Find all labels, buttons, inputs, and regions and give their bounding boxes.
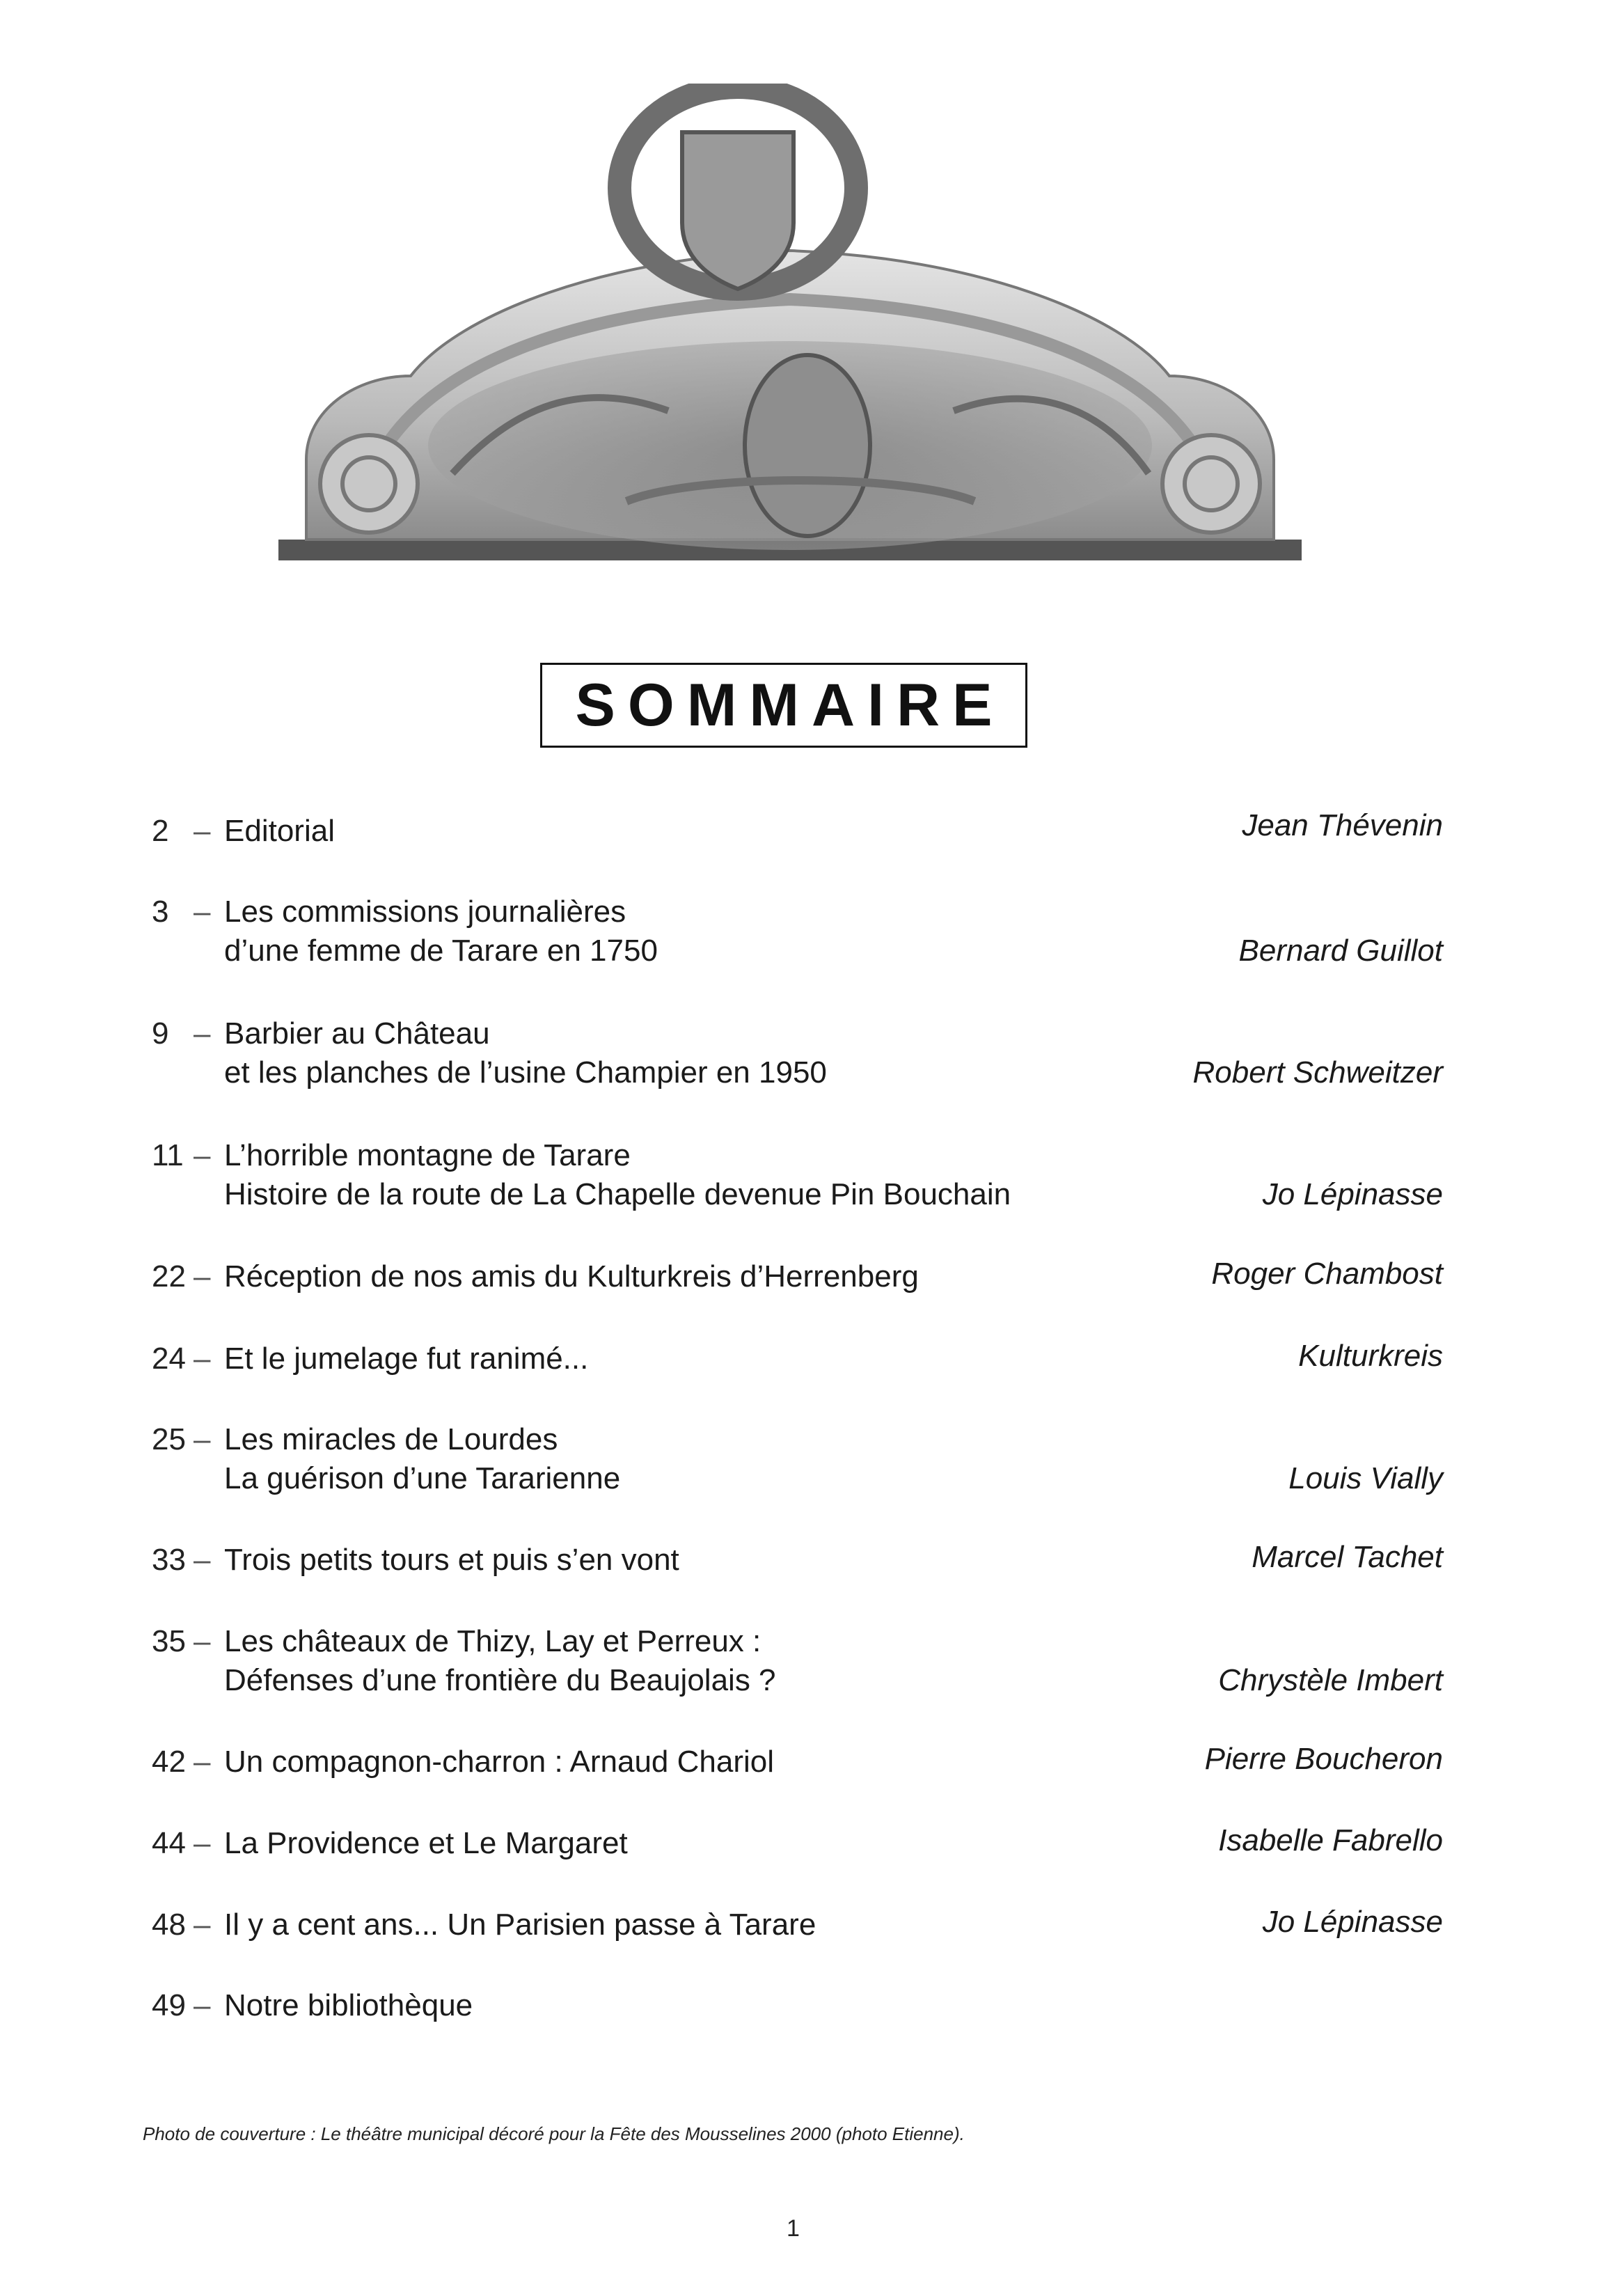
toc-page-number: 3: [152, 895, 169, 929]
toc-author: Bernard Guillot: [1238, 934, 1443, 968]
toc-dash: –: [194, 1259, 211, 1294]
toc-author: Jo Lépinasse: [1262, 1177, 1443, 1211]
toc-title-line: Et le jumelage fut ranimé...: [224, 1342, 589, 1376]
toc-title-line: Barbier au Château: [224, 1016, 490, 1051]
toc-author: Jean Thévenin: [1242, 808, 1443, 842]
toc-dash: –: [194, 814, 211, 848]
toc-title-line: Les commissions journalières: [224, 895, 626, 929]
toc-dash: –: [194, 1543, 211, 1577]
toc-page-number: 35: [152, 1624, 186, 1658]
pediment-illustration: [278, 84, 1302, 571]
toc-author: Roger Chambost: [1211, 1257, 1443, 1291]
toc-page-number: 33: [152, 1543, 186, 1577]
toc-title-line: Notre bibliothèque: [224, 1988, 473, 2022]
toc-page-number: 11: [152, 1138, 184, 1172]
toc-title-line: Il y a cent ans... Un Parisien passe à Tarare: [224, 1908, 816, 1942]
cover-photo-caption: Photo de couverture : Le théâtre municipal décoré pour la Fête des Mousselines 2000 (photo Etienne).: [143, 2123, 965, 2144]
toc-dash: –: [194, 1988, 211, 2022]
toc-title-line: Les miracles de Lourdes: [224, 1422, 558, 1456]
toc-dash: –: [194, 1342, 211, 1376]
toc-title-line: Les châteaux de Thizy, Lay et Perreux :: [224, 1624, 761, 1658]
toc-author: Pierre Boucheron: [1204, 1742, 1443, 1776]
toc-title-line: Trois petits tours et puis s’en vont: [224, 1543, 679, 1577]
toc-title-line: Réception de nos amis du Kulturkreis d’Herrenberg: [224, 1259, 919, 1294]
toc-author: Louis Vially: [1288, 1461, 1443, 1495]
toc-dash: –: [194, 1016, 211, 1051]
title-box: [540, 663, 1027, 748]
toc-page-number: 42: [152, 1745, 186, 1779]
toc-author: Chrystèle Imbert: [1218, 1663, 1443, 1697]
toc-dash: –: [194, 1908, 211, 1942]
toc-title-line: d’une femme de Tarare en 1750: [224, 934, 658, 968]
toc-page-number: 2: [152, 814, 169, 848]
toc-dash: –: [194, 1624, 211, 1658]
toc-page-number: 9: [152, 1016, 169, 1051]
toc-dash: –: [194, 895, 211, 929]
toc-author: Robert Schweitzer: [1192, 1055, 1443, 1090]
page-number: 1: [787, 2215, 800, 2242]
toc-title-line: L’horrible montagne de Tarare: [224, 1138, 631, 1172]
toc-page-number: 49: [152, 1988, 186, 2022]
toc-page-number: 25: [152, 1422, 186, 1456]
toc-title-line: Editorial: [224, 814, 335, 848]
toc-title-line: Défenses d’une frontière du Beaujolais ?: [224, 1663, 776, 1697]
toc-dash: –: [194, 1745, 211, 1779]
toc-author: Kulturkreis: [1298, 1339, 1443, 1373]
toc-author: Jo Lépinasse: [1262, 1905, 1443, 1939]
toc-page-number: 24: [152, 1342, 186, 1376]
toc-page-number: 22: [152, 1259, 186, 1294]
toc-dash: –: [194, 1138, 211, 1172]
toc-dash: –: [194, 1422, 211, 1456]
toc-page-number: 44: [152, 1826, 186, 1860]
toc-author: Marcel Tachet: [1252, 1540, 1443, 1574]
toc-dash: –: [194, 1826, 211, 1860]
toc-page-number: 48: [152, 1908, 186, 1942]
toc-title-line: Un compagnon-charron : Arnaud Chariol: [224, 1745, 775, 1779]
page-title: SOMMAIRE: [575, 671, 1005, 739]
toc-title-line: La Providence et Le Margaret: [224, 1826, 628, 1860]
toc-author: Isabelle Fabrello: [1218, 1823, 1443, 1857]
toc-title-line: La guérison d’une Tararienne: [224, 1461, 621, 1495]
toc-title-line: Histoire de la route de La Chapelle devenue Pin Bouchain: [224, 1177, 1011, 1211]
toc-title-line: et les planches de l’usine Champier en 1950: [224, 1055, 827, 1090]
